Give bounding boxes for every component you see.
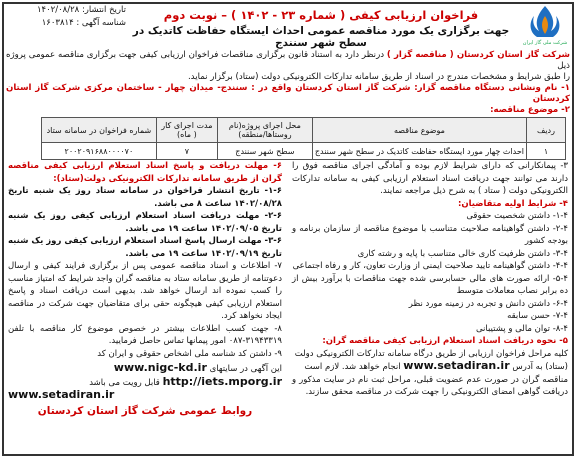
condition-item: ۱-۴- داشتن شخصیت حقوقی — [466, 211, 568, 221]
th-subject: موضوع مناقصه — [312, 118, 526, 143]
intro — [6, 50, 570, 116]
paragraph-5a: کلیه مراحل فراخوان ارزیابی از طریق درگاه سامانه تدارکات الکترونیکی دولت — [294, 348, 568, 359]
condition-item: ۵-۴- ارائه صورت های مالی حسابرسی شده جهت مناقصات با برآورد بیش از ده برابر نصاب معاملات متوسط — [292, 273, 568, 296]
ad-subtitle: جهت برگزاری یک مورد مناقصه عمومی احداث ایستگاه حفاظت کاتدیک در سطح شهر سنندج — [132, 25, 510, 49]
websites-post: قابل رویت می باشد — [89, 377, 160, 388]
tender-subject-heading: ۲- موضوع مناقصه: — [490, 105, 570, 115]
tenderer-address: ۱- نام ونشانی دستگاه مناقصه گزار: شرکت گاز استان کردستان واقع در : سنندج- میدان چهار - ساختمان مرکزی شرکت گاز استان کردستان — [6, 83, 570, 104]
paragraph-5b-post: انجام خواهد شد. لازم است — [304, 362, 404, 372]
ad-id-value: ۱۶۰۳۸۱۴ — [41, 18, 74, 28]
th-location: محل اجرای پروژه(نام روستاها/منطقه) — [217, 118, 312, 143]
cell-row-no: ۱ — [527, 143, 566, 160]
condition-item: ۲-۴- داشتن گواهینامه صلاحیت متناسب با موضوع مناقصه از سازمان برنامه و بودجه کشور — [292, 223, 568, 246]
ad-id-label: شناسه آگهی : — [76, 18, 126, 28]
header — [6, 4, 570, 48]
paragraph-8: ۸- جهت کسب اطلاعات بیشتر در خصوص موضوع کار مناقصه با تلفن ۳۱۹۴۳۳۱۹-۰۸۷ امور پیمانها تماس حاصل فرمایید. — [8, 323, 282, 346]
paragraph-9: ۹- داشتن کد شناسه ملی اشخاص حقوقی و ایران کد — [97, 348, 282, 359]
section-4-heading: ۴- شرایط اولیه متقاضیان: — [457, 198, 568, 209]
right-column — [292, 160, 568, 399]
setadiran-link[interactable]: www.setadiran.ir — [403, 359, 510, 372]
condition-item: ۳-۴- داشتن ظرفیت کاری خالی متناسب با پایه و رشته کاری — [357, 248, 568, 259]
ad-title: فراخوان ارزیابی کیفی ( شماره ۲۳ - ۱۴۰۲ ) – نوبت دوم — [163, 8, 479, 22]
tender-table — [41, 117, 566, 160]
condition-item: ۸-۴- توان مالی و پشتیبانی — [475, 323, 568, 334]
pub-date-value: ۱۴۰۲/۰۸/۲۸ — [36, 5, 80, 15]
nigc-kd-link[interactable]: www.nigc-kd.ir — [113, 361, 207, 374]
tenderer-name: شرکت گاز استان کردستان ( مناقصه گزار ) — [386, 50, 571, 60]
deadline-item: ۲-۶- مهلت دریافت اسناد استعلام ارزیابی کیفی روز یک شنبه تاریخ ۱۴۰۲/۰۹/۰۵ ساعت ۱۹ می باشد. — [8, 211, 282, 234]
cell-duration: ۷ — [156, 143, 217, 160]
signature: روابط عمومی شرکت گاز استان کردستان — [37, 404, 253, 417]
iets-link[interactable]: http://iets.mporg.ir — [162, 374, 282, 388]
condition-item: ۶-۴- داشتن دانش و تجربه در زمینه مورد نظر — [408, 298, 568, 309]
cell-subject: احداث چهار مورد ایستگاه حفاظت کاتدیک در سطح شهر سنندج — [312, 143, 526, 160]
intro-text-1: درنظر دارد به استناد قانون برگزاری مناقصات فراخوان ارزیابی کیفی جهت برگزاری مناقصه عمومی پروژه ذیل — [6, 50, 570, 71]
th-call-number: شماره فراخوان در سامانه ستاد — [41, 118, 156, 143]
websites-pre: این آگهی در سایتهای — [206, 364, 282, 374]
paragraph-3: ۳- پیمانکارانی که دارای شرایط لازم بوده و آمادگی اجرای مناقصه فوق را دارند می توانند جهت دریافت اسناد استعلام ارزیابی کیفی به سامانه تدارکات الکترونیکی دولت ( ستاد ) به شرح ذیل مراجعه نمایند. — [292, 161, 568, 196]
cell-call-number: ۲۰۰۲۰۹۱۶۸۸۰۰۰۰۷۰ — [41, 143, 156, 160]
paragraph-5b-pre: (ستاد) به آدرس — [509, 362, 568, 372]
condition-item: ۴-۴- داشتن گواهینامه تایید صلاحیت ایمنی از وزارت تعاون، کار و رفاه اجتماعی — [292, 261, 568, 271]
setadiran-link-2[interactable]: www.setadiran.ir — [8, 388, 115, 401]
paragraph-7: ۷- اطلاعات و اسناد مناقصه عمومی پس از برگزاری فرایند کیفی و ارسال دعوتنامه از طریق سامانه ستاد به مناقصه گران واجد شرایط که امتیاز مناسب را کسب نموده اند ارسال خواهد شد. بدیهی است دریافت اسناد و پاسخ استعلام ارزیابی کیفی هیچگونه حقی برای متقاضیان جهت شرکت در مناقصه ایجاد نخواهد کرد. — [8, 261, 282, 321]
pub-date-label: تاریخ انتشار: — [81, 5, 126, 15]
condition-item: ۷-۴- حسن سابقه — [507, 311, 568, 321]
deadline-item: ۳-۶- مهلت ارسال پاسخ اسناد استعلام ارزیابی کیفی روز یک شنبه تاریخ ۱۴۰۲/۰۹/۱۹ ساعت ۱۹ می باشد. — [8, 236, 282, 259]
left-column — [8, 160, 282, 417]
table-header-row — [41, 118, 565, 143]
table-row — [41, 143, 565, 160]
ad-meta — [6, 4, 126, 30]
th-duration: مدت اجرای کار ( ماه) — [156, 118, 217, 143]
th-row-no: ردیف — [527, 118, 566, 143]
cell-location: سطح شهر سنندج — [217, 143, 312, 160]
deadline-item: ۱-۶- تاریخ انتشار فراخوان در سامانه ستاد روز یک شنبه تاریخ ۱۴۰۲/۰۸/۲۸ ساعت ۸ می باشد. — [8, 186, 282, 209]
paragraph-5c: مناقصه گران در صورت عدم عضویت قبلی، مراحل ثبت نام در سایت مذکور و دریافت گواهی امضای الکترونیکی را جهت شرکت در مناقصه محقق سازند. — [292, 374, 568, 397]
section-5-heading: ۵- نحوه دریافت اسناد استعلام ارزیابی کیفی مناقصه گران: — [322, 336, 568, 346]
title-block — [126, 8, 516, 49]
intro-text-2: را طبق شرایط و مشخصات مندرج در اسناد از طریق سامانه تدارکات الکترونیکی دولت (ستاد) برگزار نماید. — [187, 72, 570, 82]
logo-caption: شرکت ملی گاز ایران — [522, 40, 568, 46]
section-6-heading: ۶- مهلت دریافت و پاسخ اسناد استعلام ارزیابی کیفی مناقصه گران از طریق سامانه تدارکات الکترونیکی دولت(ستاد): — [8, 161, 282, 184]
